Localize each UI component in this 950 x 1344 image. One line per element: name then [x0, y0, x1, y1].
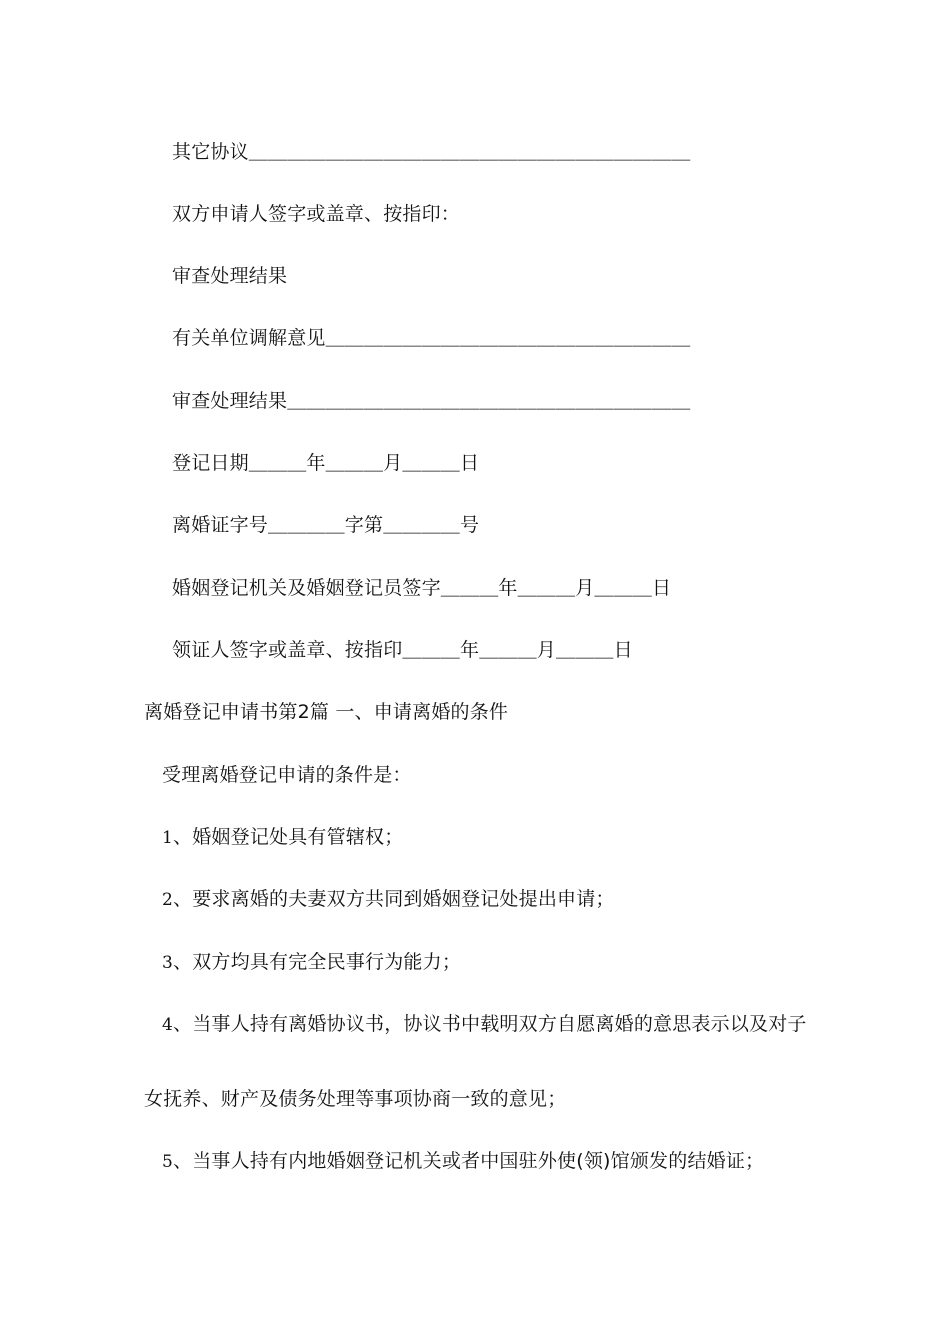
form-line-registrar-signature: 婚姻登记机关及婚姻登记员签字＿＿＿年＿＿＿月＿＿＿日	[172, 577, 672, 599]
condition-number: 3	[162, 953, 174, 973]
condition-text: 、婚姻登记处具有管辖权；	[173, 826, 404, 848]
condition-item-4-continued	[144, 1087, 566, 1111]
condition-text: 女抚养、财产及债务处理等事项协商一致的意见；	[144, 1088, 567, 1110]
condition-number: 5	[162, 1152, 174, 1172]
condition-number: 2	[162, 890, 174, 910]
form-line-other-agreement: 其它协议＿＿＿＿＿＿＿＿＿＿＿＿＿＿＿＿＿＿＿＿＿＿＿	[172, 141, 691, 163]
condition-text: 、当事人持有离婚协议书，协议书中载明双方自愿离婚的意思表示以及对子	[173, 1013, 807, 1035]
condition-text: 、双方均具有完全民事行为能力；	[173, 951, 462, 973]
form-line-review-result: 审查处理结果＿＿＿＿＿＿＿＿＿＿＿＿＿＿＿＿＿＿＿＿＿	[172, 390, 691, 412]
form-line-applicants-signature: 双方申请人签字或盖章、按指印：	[172, 203, 461, 225]
form-line-review-result-heading: 审查处理结果	[172, 265, 288, 287]
condition-item-3	[162, 950, 461, 975]
condition-number: 1	[162, 828, 174, 848]
condition-item-1	[162, 825, 403, 850]
form-line-mediation-opinion: 有关单位调解意见＿＿＿＿＿＿＿＿＿＿＿＿＿＿＿＿＿＿＿	[172, 327, 691, 349]
conditions-intro: 受理离婚登记申请的条件是：	[162, 764, 412, 786]
form-line-registration-date: 登记日期＿＿＿年＿＿＿月＿＿＿日	[172, 452, 480, 474]
condition-item-4	[162, 1012, 807, 1037]
section-heading: 离婚登记申请书第2篇 一、申请离婚的条件	[144, 701, 509, 723]
condition-item-2	[162, 887, 615, 912]
condition-text: 、要求离婚的夫妻双方共同到婚姻登记处提出申请；	[173, 888, 615, 910]
form-line-divorce-certificate-number: 离婚证字号＿＿＿＿字第＿＿＿＿号	[172, 514, 480, 536]
condition-item-5	[162, 1149, 764, 1174]
form-line-recipient-signature: 领证人签字或盖章、按指印＿＿＿年＿＿＿月＿＿＿日	[172, 639, 633, 661]
condition-text: 、当事人持有内地婚姻登记机关或者中国驻外使(领)馆颁发的结婚证；	[173, 1150, 765, 1172]
condition-number: 4	[162, 1015, 174, 1035]
